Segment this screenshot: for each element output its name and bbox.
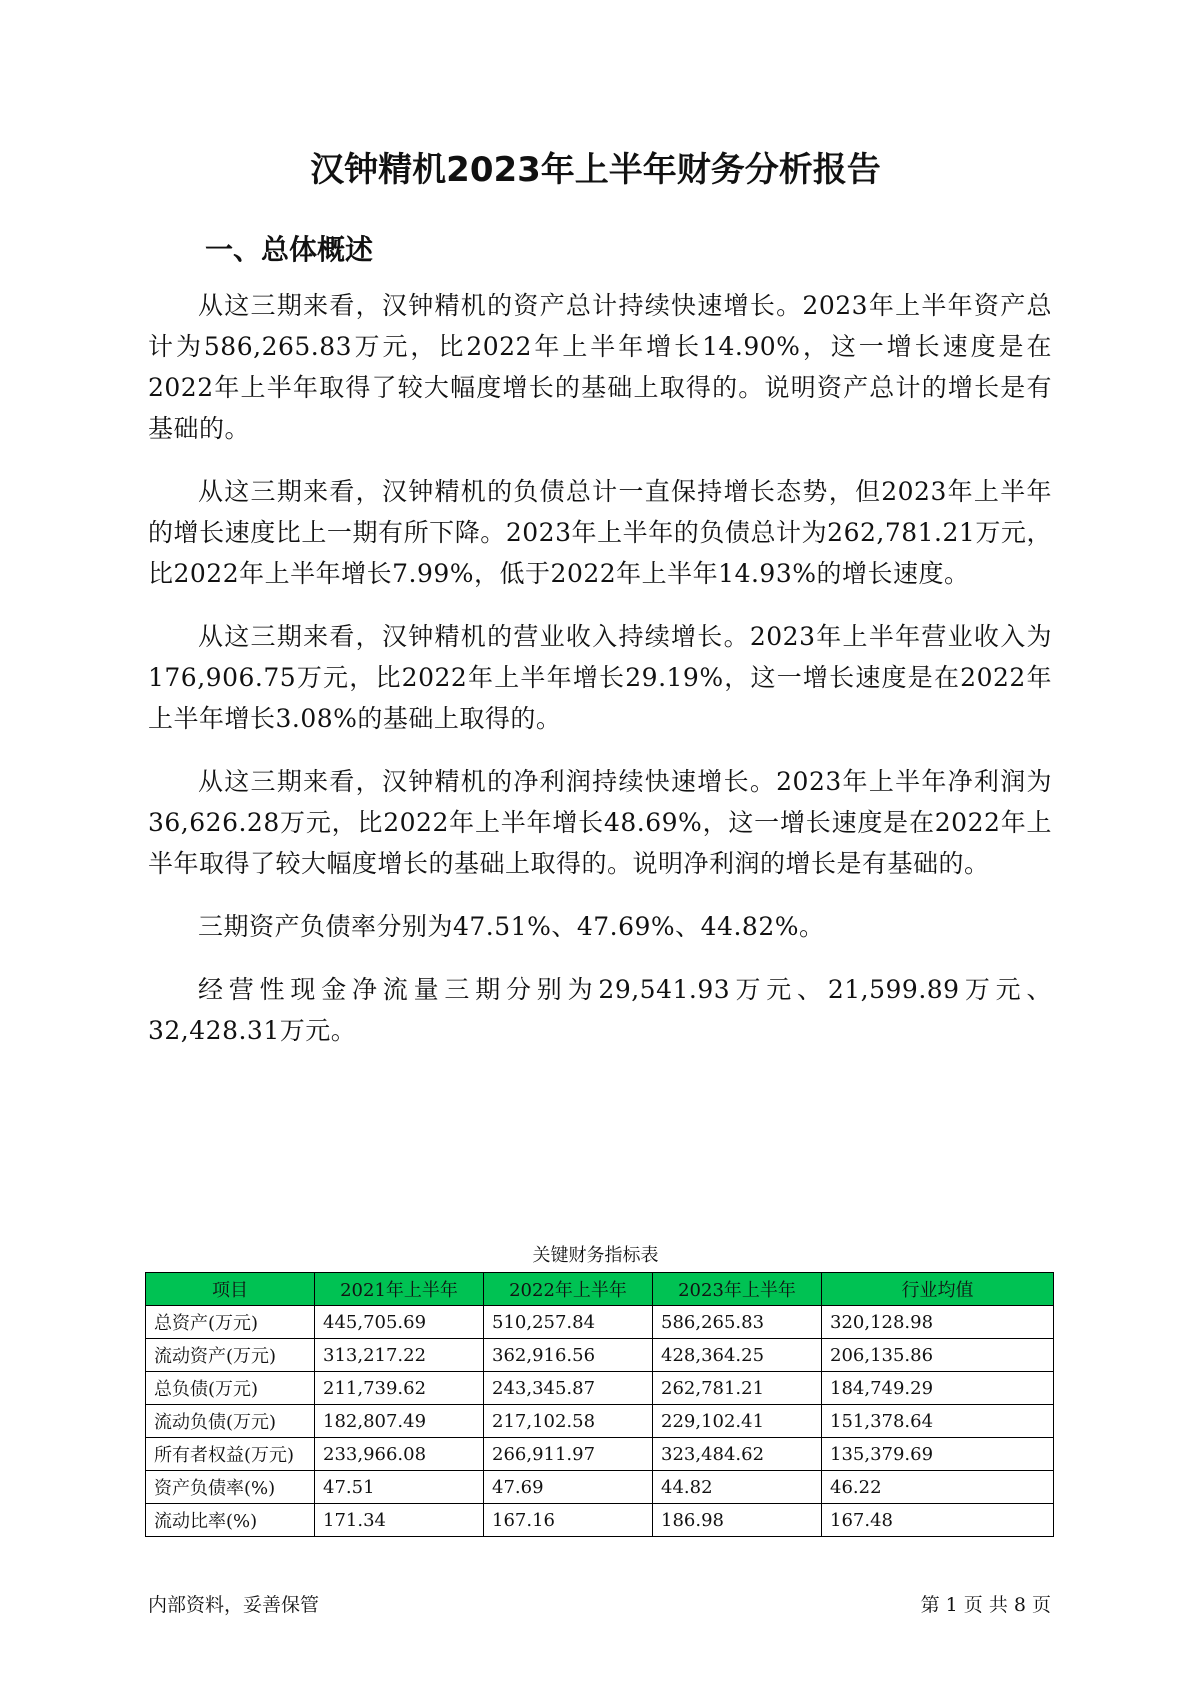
table-cell: 428,364.25 bbox=[653, 1339, 822, 1372]
table-cell: 流动负债(万元) bbox=[146, 1405, 315, 1438]
table-cell: 510,257.84 bbox=[484, 1306, 653, 1339]
paragraph-debt-ratio: 三期资产负债率分别为47.51%、47.69%、44.82%。 bbox=[198, 912, 825, 941]
header-cell-2023h1: 2023年上半年 bbox=[653, 1273, 822, 1306]
table-cell: 313,217.22 bbox=[315, 1339, 484, 1372]
table-cell: 167.48 bbox=[822, 1504, 1054, 1537]
table-cell: 233,966.08 bbox=[315, 1438, 484, 1471]
header-cell-2022h1: 2022年上半年 bbox=[484, 1273, 653, 1306]
paragraph-net-profit: 从这三期来看，汉钟精机的净利润持续快速增长。2023年上半年净利润为36,626.28万元，比2022年上半年增长48.69%，这一增长速度是在2022年上半年取得了较大幅度增长的基础上取得的。说明净利润的增长是有基础的。 bbox=[148, 767, 1052, 878]
paragraph-cash-flow: 经营性现金净流量三期分别为29,541.93万元、21,599.89万元、32,428.31万元。 bbox=[148, 975, 1052, 1045]
footer-page-number: 第 1 页 共 8 页 bbox=[920, 1594, 1051, 1616]
table-cell: 211,739.62 bbox=[315, 1372, 484, 1405]
section-heading: 一、总体概述 bbox=[205, 233, 374, 266]
paragraph-liabilities: 从这三期来看，汉钟精机的负债总计一直保持增长态势，但2023年上半年的增长速度比上一期有所下降。2023年上半年的负债总计为262,781.21万元，比2022年上半年增长7.99%，低于2022年上半年14.93%的增长速度。 bbox=[148, 477, 1052, 588]
header-cell-industry-avg: 行业均值 bbox=[822, 1273, 1054, 1306]
table-cell: 182,807.49 bbox=[315, 1405, 484, 1438]
table-cell: 206,135.86 bbox=[822, 1339, 1054, 1372]
table-cell: 586,265.83 bbox=[653, 1306, 822, 1339]
table-cell: 总负债(万元) bbox=[146, 1372, 315, 1405]
table-cell: 362,916.56 bbox=[484, 1339, 653, 1372]
table-row bbox=[146, 1504, 1054, 1537]
table-cell: 171.34 bbox=[315, 1504, 484, 1537]
table-cell: 47.69 bbox=[484, 1471, 653, 1504]
table-cell: 243,345.87 bbox=[484, 1372, 653, 1405]
table-cell: 217,102.58 bbox=[484, 1405, 653, 1438]
table-cell: 46.22 bbox=[822, 1471, 1054, 1504]
table-cell: 47.51 bbox=[315, 1471, 484, 1504]
table-row bbox=[146, 1471, 1054, 1504]
table-row bbox=[146, 1306, 1054, 1339]
table-cell: 总资产(万元) bbox=[146, 1306, 315, 1339]
table-cell: 323,484.62 bbox=[653, 1438, 822, 1471]
table-cell: 所有者权益(万元) bbox=[146, 1438, 315, 1471]
table-cell: 151,378.64 bbox=[822, 1405, 1054, 1438]
paragraph-revenue: 从这三期来看，汉钟精机的营业收入持续增长。2023年上半年营业收入为176,906.75万元，比2022年上半年增长29.19%，这一增长速度是在2022年上半年增长3.08%的基础上取得的。 bbox=[148, 622, 1052, 733]
body-text bbox=[148, 285, 1052, 1073]
table-cell: 167.16 bbox=[484, 1504, 653, 1537]
table-cell: 流动比率(%) bbox=[146, 1504, 315, 1537]
paragraph-assets: 从这三期来看，汉钟精机的资产总计持续快速增长。2023年上半年资产总计为586,265.83万元，比2022年上半年增长14.90%，这一增长速度是在2022年上半年取得了较大幅度增长的基础上取得的。说明资产总计的增长是有基础的。 bbox=[148, 291, 1052, 443]
table-caption: 关键财务指标表 bbox=[532, 1245, 659, 1266]
document-title: 汉钟精机2023年上半年财务分析报告 bbox=[310, 150, 881, 190]
table-row bbox=[146, 1372, 1054, 1405]
table-header-row bbox=[146, 1273, 1054, 1306]
table-cell: 44.82 bbox=[653, 1471, 822, 1504]
table-cell: 266,911.97 bbox=[484, 1438, 653, 1471]
table-cell: 184,749.29 bbox=[822, 1372, 1054, 1405]
footer-confidential-note: 内部资料，妥善保管 bbox=[148, 1594, 320, 1616]
table-row bbox=[146, 1339, 1054, 1372]
table-cell: 445,705.69 bbox=[315, 1306, 484, 1339]
table-cell: 262,781.21 bbox=[653, 1372, 822, 1405]
table-cell: 229,102.41 bbox=[653, 1405, 822, 1438]
table-cell: 流动资产(万元) bbox=[146, 1339, 315, 1372]
financial-indicators-table bbox=[145, 1272, 1054, 1537]
header-cell-2021h1: 2021年上半年 bbox=[315, 1273, 484, 1306]
table-cell: 186.98 bbox=[653, 1504, 822, 1537]
header-cell-item: 项目 bbox=[146, 1273, 315, 1306]
table-row bbox=[146, 1438, 1054, 1471]
table-cell: 135,379.69 bbox=[822, 1438, 1054, 1471]
table-cell: 320,128.98 bbox=[822, 1306, 1054, 1339]
table-cell: 资产负债率(%) bbox=[146, 1471, 315, 1504]
table-row bbox=[146, 1405, 1054, 1438]
